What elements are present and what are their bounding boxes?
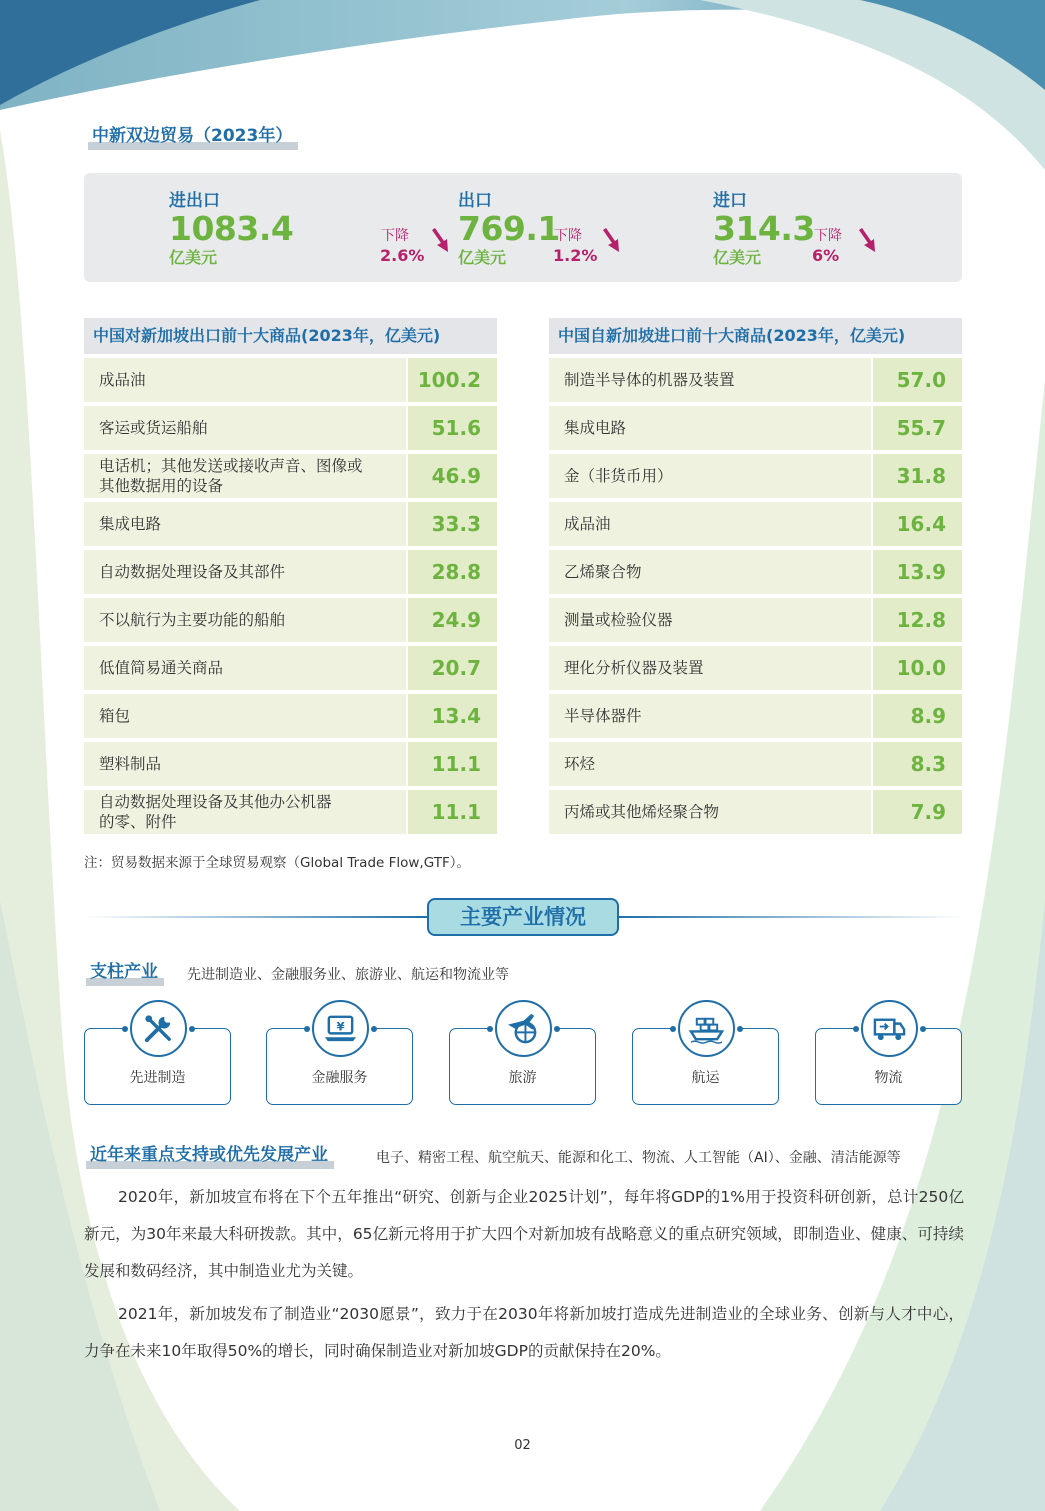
summary-drop-label: 下降 [381, 228, 409, 244]
summary-label: 出口 [458, 191, 492, 211]
row-name: 箱包 [84, 694, 406, 738]
summary-import [713, 173, 953, 282]
divider-right [619, 916, 964, 918]
delivery-truck-icon [861, 1000, 918, 1057]
row-value: 20.7 [408, 646, 497, 690]
row-value: 13.9 [873, 550, 962, 594]
table-row [84, 406, 497, 450]
row-value: 51.6 [408, 406, 497, 450]
industry-label: 物流 [874, 1070, 903, 1086]
table-title: 中国自新加坡进口前十大商品(2023年，亿美元) [549, 318, 962, 354]
industry-label: 金融服务 [311, 1070, 368, 1086]
table-row [549, 358, 962, 402]
table-row [84, 358, 497, 402]
summary-unit: 亿美元 [458, 248, 507, 267]
card-dot [487, 1026, 493, 1032]
summary-export [458, 173, 718, 282]
row-value: 57.0 [873, 358, 962, 402]
table-row [84, 598, 497, 642]
industry-label: 航运 [691, 1070, 720, 1086]
row-name: 制造半导体的机器及装置 [549, 358, 871, 402]
summary-value: 314.3 [713, 209, 815, 248]
card-dot [122, 1026, 128, 1032]
row-value: 28.8 [408, 550, 497, 594]
row-name: 成品油 [84, 358, 406, 402]
row-value: 13.4 [408, 694, 497, 738]
industry-card-tourism [449, 1028, 596, 1105]
table-row [84, 694, 497, 738]
import-top10-table [549, 318, 962, 834]
industry-card-logistics [815, 1028, 962, 1105]
row-name: 金（非货币用） [549, 454, 871, 498]
row-name: 集成电路 [84, 502, 406, 546]
row-value: 8.3 [873, 742, 962, 786]
table-row [549, 454, 962, 498]
row-name: 测量或检验仪器 [549, 598, 871, 642]
paragraph-2020-plan: 2020年，新加坡宣布将在下个五年推出“研究、创新与企业2025计划”，每年将GDP的1%用于投资科研创新，总计250亿新元，为30年来最大科研拨款。其中，65亿新元将用于扩大四个对新加坡有战略意义的重点研究领域，即制造业、健康、可持续发展和数码经济，其中制造业尤为关键。 [84, 1188, 964, 1280]
summary-drop-value: 1.2% [553, 246, 598, 265]
summary-value: 769.1 [458, 209, 560, 248]
row-value: 100.2 [408, 358, 497, 402]
row-value: 8.9 [873, 694, 962, 738]
down-arrow-icon [600, 227, 622, 255]
row-name: 乙烯聚合物 [549, 550, 871, 594]
export-top10-table [84, 318, 497, 834]
row-name: 理化分析仪器及装置 [549, 646, 871, 690]
row-name: 客运或货运船舶 [84, 406, 406, 450]
table-row [549, 502, 962, 546]
summary-unit: 亿美元 [169, 248, 218, 267]
row-name: 低值简易通关商品 [84, 646, 406, 690]
summary-label: 进口 [713, 191, 747, 211]
row-name: 丙烯或其他烯烃聚合物 [549, 790, 871, 834]
summary-value: 1083.4 [169, 209, 294, 248]
row-name: 不以航行为主要功能的船舶 [84, 598, 406, 642]
row-name: 环烃 [549, 742, 871, 786]
row-value: 11.1 [408, 742, 497, 786]
down-arrow-icon [429, 227, 451, 255]
row-value: 7.9 [873, 790, 962, 834]
industry-card-shipping [632, 1028, 779, 1105]
summary-total [169, 173, 429, 282]
row-name: 成品油 [549, 502, 871, 546]
table-row [84, 502, 497, 546]
table-row [549, 742, 962, 786]
row-value: 55.7 [873, 406, 962, 450]
summary-drop-label: 下降 [554, 228, 582, 244]
summary-drop-label: 下降 [814, 228, 842, 244]
priority-industry-desc: 电子、精密工程、航空航天、能源和化工、物流、人工智能（AI）、金融、清洁能源等 [376, 1150, 901, 1166]
trade-section-title: 中新双边贸易（2023年） [88, 125, 298, 147]
row-value: 11.1 [408, 790, 497, 834]
row-value: 46.9 [408, 454, 497, 498]
summary-drop-value: 6% [812, 246, 840, 265]
trade-summary-panel [84, 173, 962, 282]
row-name: 自动数据处理设备及其部件 [84, 550, 406, 594]
divider-left [84, 916, 427, 918]
table-row [549, 598, 962, 642]
priority-industry-title: 近年来重点支持或优先发展产业 [86, 1144, 334, 1166]
row-value: 31.8 [873, 454, 962, 498]
table-row [549, 550, 962, 594]
row-name: 塑料制品 [84, 742, 406, 786]
industry-label: 旅游 [508, 1070, 537, 1086]
laptop-yen-icon [312, 1000, 369, 1057]
row-name: 电话机；其他发送或接收声音、图像或其他数据用的设备 [84, 454, 406, 498]
table-row [549, 694, 962, 738]
table-row [84, 646, 497, 690]
row-value: 33.3 [408, 502, 497, 546]
row-value: 16.4 [873, 502, 962, 546]
table-row [84, 550, 497, 594]
industry-label: 先进制造 [129, 1070, 186, 1086]
main-industry-heading: 主要产业情况 [427, 898, 619, 936]
tools-icon [130, 1000, 187, 1057]
card-dot [371, 1026, 377, 1032]
row-value: 12.8 [873, 598, 962, 642]
row-name: 集成电路 [549, 406, 871, 450]
table-row [84, 742, 497, 786]
industry-card-finance [266, 1019, 413, 1105]
plane-globe-icon [495, 1000, 552, 1057]
card-dot [853, 1026, 859, 1032]
summary-label: 进出口 [169, 191, 220, 211]
table-title: 中国对新加坡出口前十大商品(2023年，亿美元) [84, 318, 497, 354]
row-value: 24.9 [408, 598, 497, 642]
row-value: 10.0 [873, 646, 962, 690]
pillar-industry-title: 支柱产业 [86, 961, 164, 983]
table-row [549, 646, 962, 690]
table-row [549, 406, 962, 450]
row-name: 自动数据处理设备及其他办公机器的零、附件 [84, 790, 406, 834]
down-arrow-icon [856, 227, 878, 255]
card-dot [920, 1026, 926, 1032]
page-number: 02 [514, 1438, 531, 1453]
card-dot [670, 1026, 676, 1032]
table-row [549, 790, 962, 834]
svg-text:¥: ¥ [336, 1019, 345, 1034]
industry-card-manufacturing [84, 1028, 231, 1105]
row-name: 半导体器件 [549, 694, 871, 738]
pillar-industry-desc: 先进制造业、金融服务业、旅游业、航运和物流业等 [187, 967, 509, 983]
card-dot [304, 1026, 310, 1032]
data-source-note: 注：贸易数据来源于全球贸易观察（Global Trade Flow,GTF）。 [84, 855, 470, 871]
table-row [84, 454, 497, 498]
table-row [84, 790, 497, 834]
card-dot [189, 1026, 195, 1032]
card-dot [737, 1026, 743, 1032]
card-dot [554, 1026, 560, 1032]
summary-unit: 亿美元 [713, 248, 762, 267]
paragraph-2030-vision: 2021年，新加坡发布了制造业“2030愿景”，致力于在2030年将新加坡打造成先进制造业的全球业务、创新与人才中心，力争在未来10年取得50%的增长，同时确保制造业对新加坡GDP的贡献保持在20%。 [84, 1305, 964, 1360]
summary-drop-value: 2.6% [380, 246, 425, 265]
cargo-ship-icon [678, 1000, 735, 1057]
